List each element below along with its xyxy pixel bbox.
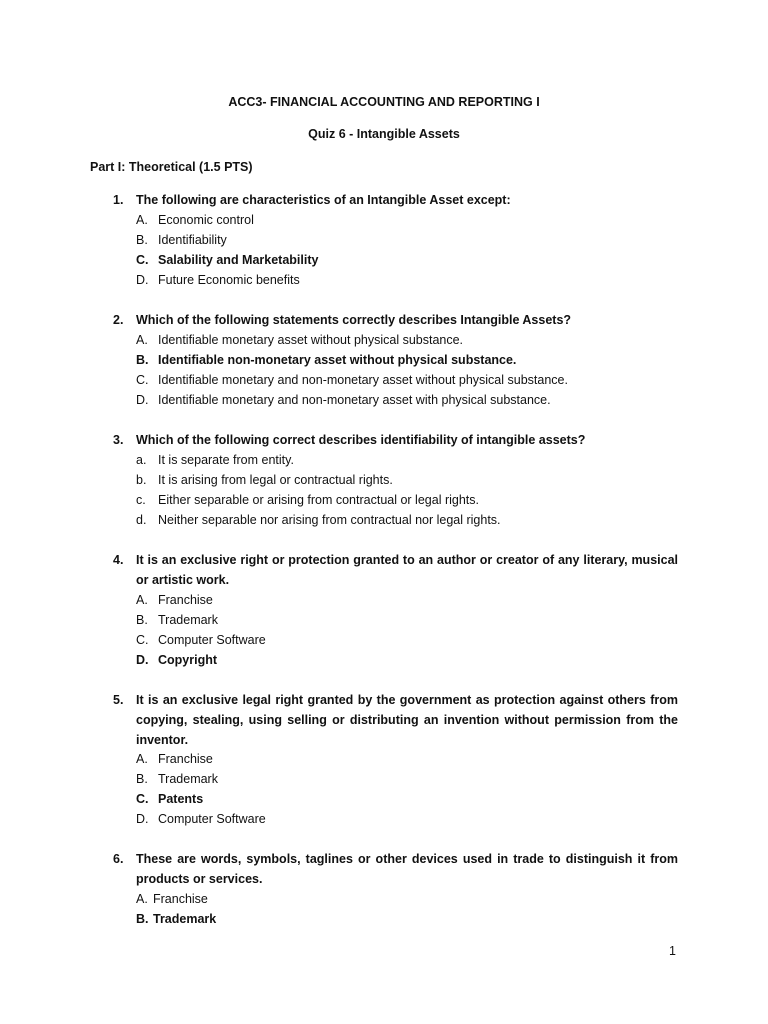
question-number: 6. bbox=[113, 852, 124, 866]
option-b: b. It is arising from legal or contractual rights. bbox=[136, 473, 393, 487]
quiz-title: Quiz 6 - Intangible Assets bbox=[308, 127, 460, 141]
option-c: C. Computer Software bbox=[136, 633, 266, 647]
option-d: D. Copyright bbox=[136, 653, 218, 667]
question-number: 5. bbox=[113, 693, 124, 707]
option-b: B. Identifiable non-monetary asset without physical substance. bbox=[136, 353, 517, 367]
option-a: A. Franchise bbox=[136, 593, 213, 607]
option-d: D. Identifiable monetary and non-monetary asset with physical substance. bbox=[136, 393, 551, 407]
option-c: C. Identifiable monetary and non-monetary asset without physical substance. bbox=[136, 373, 568, 387]
question-text: Which of the following statements correctly describes Intangible Assets? bbox=[136, 313, 572, 327]
question-number: 1. bbox=[113, 193, 124, 207]
option-a: a. It is separate from entity. bbox=[136, 453, 294, 467]
course-title: ACC3- FINANCIAL ACCOUNTING AND REPORTING I bbox=[228, 95, 540, 109]
option-b: B. Identifiability bbox=[136, 233, 227, 247]
option-c: c. Either separable or arising from contractual or legal rights. bbox=[136, 493, 479, 507]
option-d: d. Neither separable nor arising from contractual nor legal rights. bbox=[136, 513, 501, 527]
question-text: It is an exclusive legal right granted by the government as protection against others from copying, stealing, using selling or distributing an invention without permission from the inventor. bbox=[136, 693, 678, 747]
option-c: C. Salability and Marketability bbox=[136, 253, 319, 267]
option-b: B. Trademark bbox=[136, 772, 218, 786]
question-number: 4. bbox=[113, 553, 124, 567]
option-d: D. Computer Software bbox=[136, 812, 266, 826]
option-b: B. Trademark bbox=[136, 613, 218, 627]
question-text: These are words, symbols, taglines or other devices used in trade to distinguish it from products or services. bbox=[136, 852, 678, 886]
question-number: 2. bbox=[113, 313, 124, 327]
question-text: It is an exclusive right or protection granted to an author or creator of any literary, musical or artistic work. bbox=[136, 553, 678, 587]
option-a: A. Identifiable monetary asset without physical substance. bbox=[136, 333, 464, 347]
option-a: A. Franchise bbox=[136, 752, 213, 766]
question-number: 3. bbox=[113, 433, 124, 447]
option-b: B. Trademark bbox=[136, 912, 217, 926]
question-text: The following are characteristics of an Intangible Asset except: bbox=[136, 193, 511, 207]
part-heading: Part I: Theoretical (1.5 PTS) bbox=[90, 160, 253, 174]
option-d: D. Future Economic benefits bbox=[136, 273, 300, 287]
option-a: A. Economic control bbox=[136, 213, 254, 227]
option-a: A. Franchise bbox=[136, 892, 208, 906]
page-number: 1 bbox=[669, 944, 676, 958]
option-c: C. Patents bbox=[136, 792, 204, 806]
question-text: Which of the following correct describes identifiability of intangible assets? bbox=[136, 433, 586, 447]
